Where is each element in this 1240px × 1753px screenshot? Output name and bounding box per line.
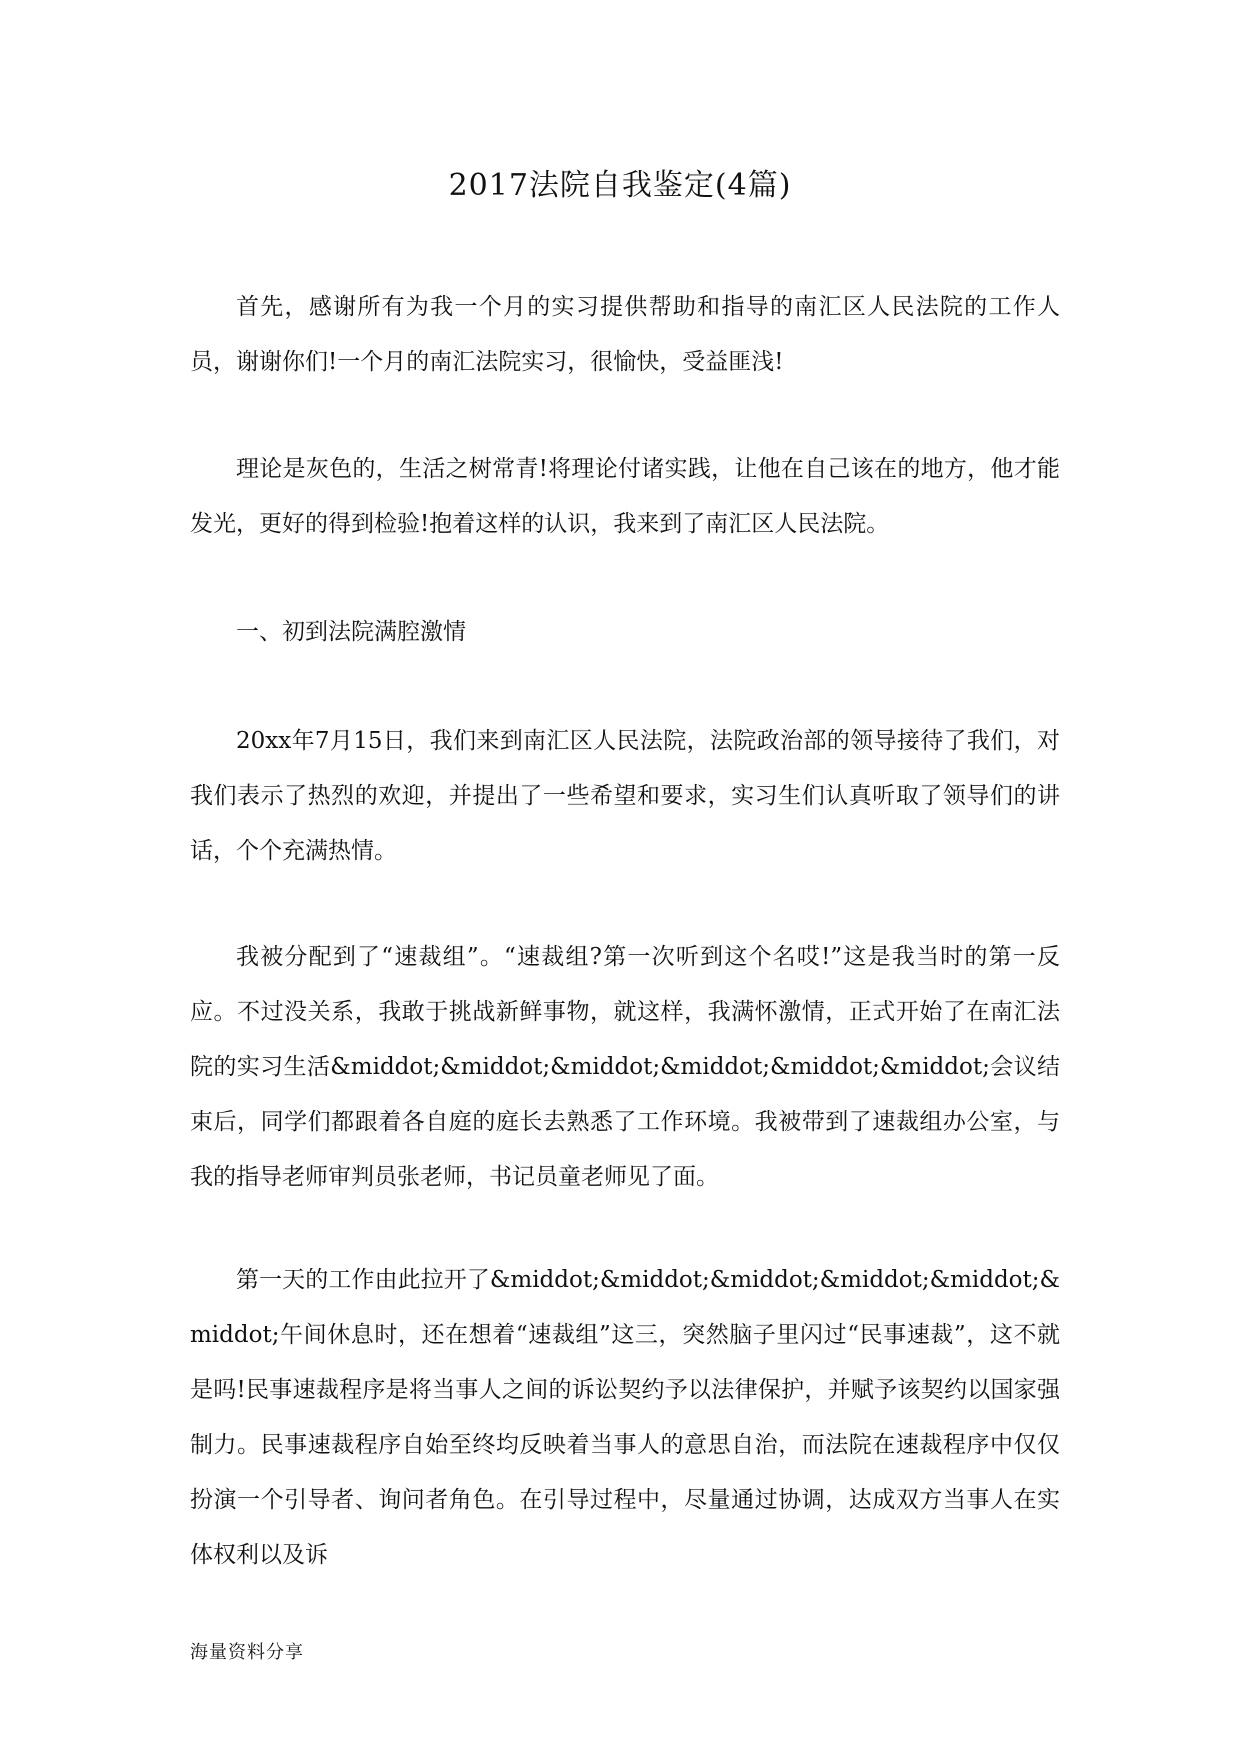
paragraph-assignment: 我被分配到了“速裁组”。“速裁组?第一次听到这个名哎!”这是我当时的第一反应。不过没关系，我敢于挑战新鲜事物，就这样，我满怀激情，正式开始了在南汇法院的实习生活&middot;&middot;&middot;&middot;&middot;&middot;会议结束后，同学们都跟着各自庭的庭长去熟悉了工作环境。我被带到了速裁组办公室，与我的指导老师审判员张老师，书记员童老师见了面。 (190, 944, 1060, 1190)
section-heading: 一、初到法院满腔激情 (236, 619, 466, 645)
page-footer: 海量资料分享 (190, 1642, 304, 1663)
paragraph-first-day: 第一天的工作由此拉开了&middot;&middot;&middot;&middot;&middot;&middot;午间休息时，还在想着“速裁组”这三，突然脑子里闪过“民事速裁”，这不就是吗!民事速裁程序是将当事人之间的诉讼契约予以法律保护，并赋予该契约以国家强制力。民事速裁程序自始至终均反映着当事人的意思自治，而法院在速裁程序中仅仅扮演一个引导者、询问者角色。在引导过程中，尽量通过协调，达成双方当事人在实体权利以及诉 (190, 1267, 1060, 1568)
paragraph-arrival: 20xx年7月15日，我们来到南汇区人民法院，法院政治部的领导接待了我们，对我们表示了热烈的欢迎，并提出了一些希望和要求，实习生们认真听取了领导们的讲话，个个充满热情。 (190, 728, 1060, 864)
page-title: 2017法院自我鉴定(4篇) (448, 168, 792, 203)
paragraph-acknowledgement: 首先，感谢所有为我一个月的实习提供帮助和指导的南汇区人民法院的工作人员，谢谢你们!一个月的南汇法院实习，很愉快，受益匪浅! (190, 294, 1060, 375)
paragraph-theory: 理论是灰色的，生活之树常青!将理论付诸实践，让他在自己该在的地方，他才能发光，更好的得到检验!抱着这样的认识，我来到了南汇区人民法院。 (190, 456, 1060, 537)
